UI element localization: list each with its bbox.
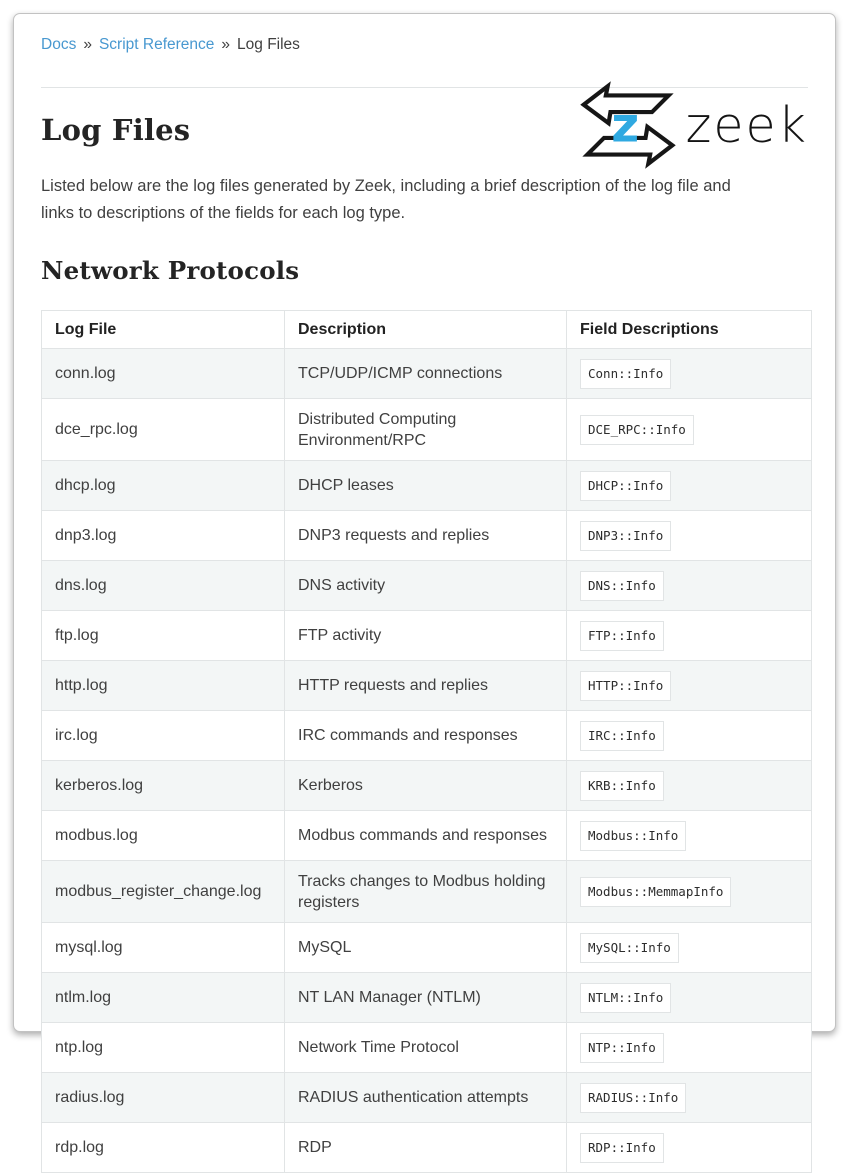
description-cell [285,923,567,973]
log-file-cell [42,1073,285,1123]
field-descriptions-cell [567,399,812,461]
log-description: DNP3 requests and replies [298,527,490,544]
log-file-cell [42,461,285,511]
field-info-link[interactable]: DNS::Info [580,571,664,601]
log-file-cell [42,661,285,711]
log-file-cell [42,399,285,461]
field-descriptions-cell [567,1123,812,1173]
log-file-name: kerberos.log [55,777,144,794]
table-row [42,861,812,923]
table-row [42,711,812,761]
col-header-log-file: Log File [42,311,285,349]
description-cell [285,711,567,761]
log-description: FTP activity [298,627,382,644]
table-row [42,399,812,461]
intro-line: links to descriptions of the fields for each log type. [41,204,406,222]
log-file-name: mysql.log [55,939,123,956]
log-description: RADIUS authentication attempts [298,1089,529,1106]
table-body [42,349,812,1173]
log-description: MySQL [298,939,352,956]
log-file-name: dhcp.log [55,477,116,494]
field-descriptions-cell [567,1023,812,1073]
col-header-field-descriptions: Field Descriptions [567,311,812,349]
intro-line: Listed below are the log files generated by Zeek, including a brief description of the log file and [41,177,731,195]
log-description: Tracks changes to Modbus holding registers [298,872,546,911]
log-files-table [41,310,812,1173]
field-descriptions-cell [567,511,812,561]
description-cell [285,811,567,861]
field-descriptions-cell [567,973,812,1023]
breadcrumb-separator: » [83,36,92,53]
log-description: Modbus commands and responses [298,827,548,844]
description-cell [285,1073,567,1123]
description-cell [285,561,567,611]
page-content [14,14,835,1173]
log-file-name: radius.log [55,1089,125,1106]
description-cell [285,1023,567,1073]
log-file-name: ntp.log [55,1039,104,1056]
breadcrumb-separator: » [221,36,231,53]
field-info-link[interactable]: Conn::Info [580,359,671,389]
table-row [42,349,812,399]
log-description: Kerberos [298,777,363,794]
zeek-logo-wordmark: zeek [685,96,808,154]
description-cell [285,1123,567,1173]
section-title-network-protocols: Network Protocols [41,256,300,285]
log-file-cell [42,973,285,1023]
log-description: RDP [298,1139,332,1156]
table-row [42,661,812,711]
field-info-link[interactable]: FTP::Info [580,621,664,651]
log-file-name: ftp.log [55,627,99,644]
field-info-link[interactable]: Modbus::MemmapInfo [580,877,731,907]
log-file-cell [42,561,285,611]
field-descriptions-cell [567,611,812,661]
log-file-cell [42,1123,285,1173]
field-info-link[interactable]: DNP3::Info [580,521,671,551]
breadcrumb-link-docs[interactable]: Docs [41,36,77,53]
log-file-name: modbus.log [55,827,138,844]
description-cell [285,399,567,461]
log-file-name: dns.log [55,577,107,594]
table-header [42,311,812,349]
field-descriptions-cell [567,861,812,923]
log-file-cell [42,811,285,861]
field-info-link[interactable]: MySQL::Info [580,933,679,963]
log-description: IRC commands and responses [298,727,518,744]
table-row [42,461,812,511]
description-cell [285,511,567,561]
log-file-cell [42,861,285,923]
log-description: DHCP leases [298,477,394,494]
log-file-cell [42,1023,285,1073]
page-title: Log Files [41,113,191,147]
description-cell [285,861,567,923]
log-file-name: http.log [55,677,108,694]
page-container [13,13,836,1156]
field-info-link[interactable]: Modbus::Info [580,821,686,851]
field-descriptions-cell [567,461,812,511]
col-header-description: Description [285,311,567,349]
breadcrumb [41,36,808,54]
log-file-cell [42,711,285,761]
table-row [42,1123,812,1173]
description-cell [285,611,567,661]
field-info-link[interactable]: RADIUS::Info [580,1083,686,1113]
log-description: Network Time Protocol [298,1039,459,1056]
log-file-cell [42,923,285,973]
field-info-link[interactable]: RDP::Info [580,1133,664,1163]
log-file-cell [42,511,285,561]
table-row [42,561,812,611]
log-file-name: rdp.log [55,1139,104,1156]
field-info-link[interactable]: KRB::Info [580,771,664,801]
table-row [42,511,812,561]
table-row [42,611,812,661]
field-descriptions-cell [567,811,812,861]
field-descriptions-cell [567,711,812,761]
table-row [42,1073,812,1123]
log-file-name: dce_rpc.log [55,421,138,438]
table-row [42,1023,812,1073]
log-description: DNS activity [298,577,386,594]
log-file-name: modbus_register_change.log [55,883,262,900]
table-row [42,811,812,861]
log-file-cell [42,611,285,661]
field-descriptions-cell [567,661,812,711]
breadcrumb-link-script-reference[interactable]: Script Reference [98,36,215,53]
description-cell [285,761,567,811]
description-cell [285,973,567,1023]
log-description: Distributed Computing Environment/RPC [298,410,457,449]
log-description: TCP/UDP/ICMP connections [298,365,503,382]
field-info-link[interactable]: NTP::Info [580,1033,664,1063]
log-file-cell [42,349,285,399]
field-descriptions-cell [567,561,812,611]
logo-z-letter: z [610,97,639,154]
table-row [42,761,812,811]
description-cell [285,461,567,511]
field-info-link[interactable]: HTTP::Info [580,671,671,701]
log-description: NT LAN Manager (NTLM) [298,989,481,1006]
field-descriptions-cell [567,349,812,399]
log-file-cell [42,761,285,811]
breadcrumb-current-page: Log Files [237,36,300,53]
zeek-logo [580,84,808,166]
table-row [42,973,812,1023]
field-descriptions-cell [567,1073,812,1123]
log-description: HTTP requests and replies [298,677,489,694]
field-info-link[interactable]: IRC::Info [580,721,664,751]
description-cell [285,661,567,711]
intro-paragraph [41,173,808,227]
log-file-name: ntlm.log [55,989,112,1006]
description-cell [285,349,567,399]
field-info-link[interactable]: DHCP::Info [580,471,671,501]
log-file-name: conn.log [55,365,116,382]
field-descriptions-cell [567,923,812,973]
field-info-link[interactable]: DCE_RPC::Info [580,415,694,445]
zeek-logo-icon [580,84,676,166]
log-file-name: irc.log [55,727,98,744]
field-info-link[interactable]: NTLM::Info [580,983,671,1013]
log-file-name: dnp3.log [55,527,117,544]
table-row [42,923,812,973]
field-descriptions-cell [567,761,812,811]
